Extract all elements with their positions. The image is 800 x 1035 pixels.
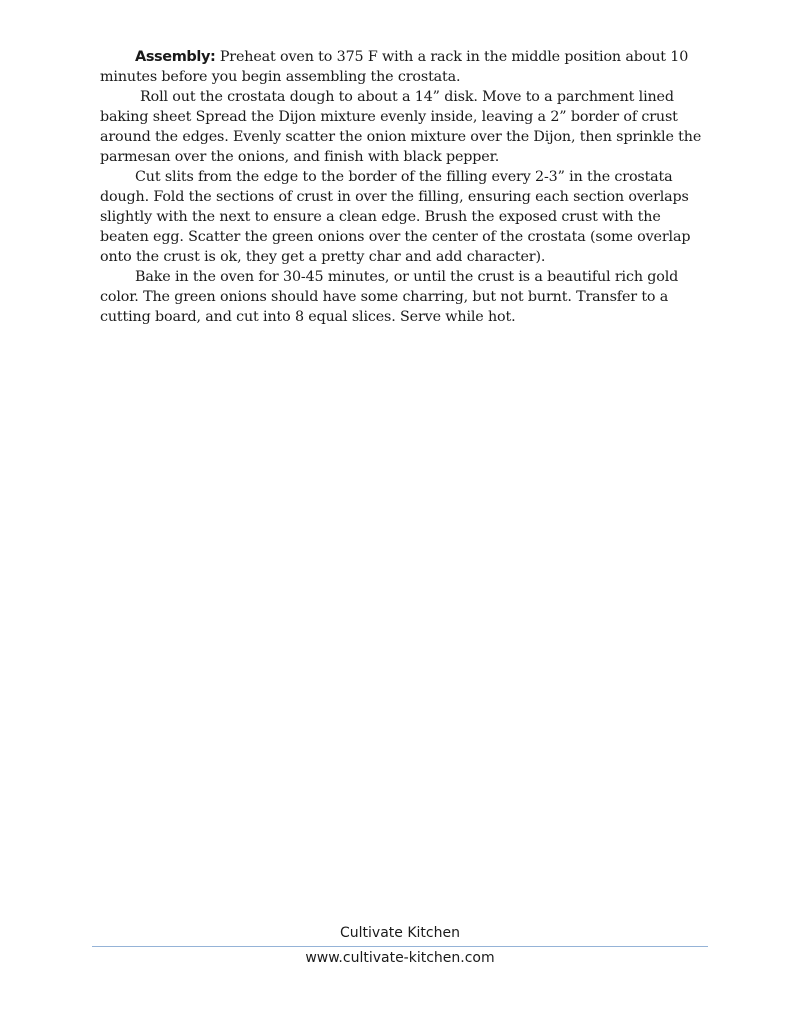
footer-url: www.cultivate-kitchen.com — [305, 950, 495, 966]
assembly-preheat-text: Preheat oven to 375 F with a rack in the middle position about 10 minutes before you begin assembling the crostata. — [100, 49, 689, 85]
footer-divider — [92, 946, 708, 947]
assembly-preheat-paragraph — [100, 47, 708, 87]
assembly-bake-paragraph: Bake in the oven for 30-45 minutes, or until the crust is a beautiful rich gold color. The green onions should have some charring, but not burnt. Transfer to a cutting board, and cut into 8 equal slices. Serve while hot. — [100, 269, 679, 325]
assembly-heading: Assembly: — [135, 49, 216, 65]
assembly-section — [100, 47, 708, 327]
footer-title: Cultivate Kitchen — [340, 925, 460, 941]
assembly-cut-paragraph: Cut slits from the edge to the border of the filling every 2-3” in the crostata dough. Fold the sections of crust in over the filling, ensuring each section overlaps slightly with the next to ensure a clean edge. Brush the exposed crust with the beaten egg. Scatter the green onions over the center of the crostata (some overlap onto the crust is ok, they get a pretty char and add character). — [100, 169, 691, 265]
assembly-roll-paragraph: Roll out the crostata dough to about a 14” disk. Move to a parchment lined baking sheet Spread the Dijon mixture evenly inside, leaving a 2” border of crust around the edges. Evenly scatter the onion mixture over the Dijon, then sprinkle the parmesan over the onions, and finish with black pepper. — [100, 89, 702, 165]
